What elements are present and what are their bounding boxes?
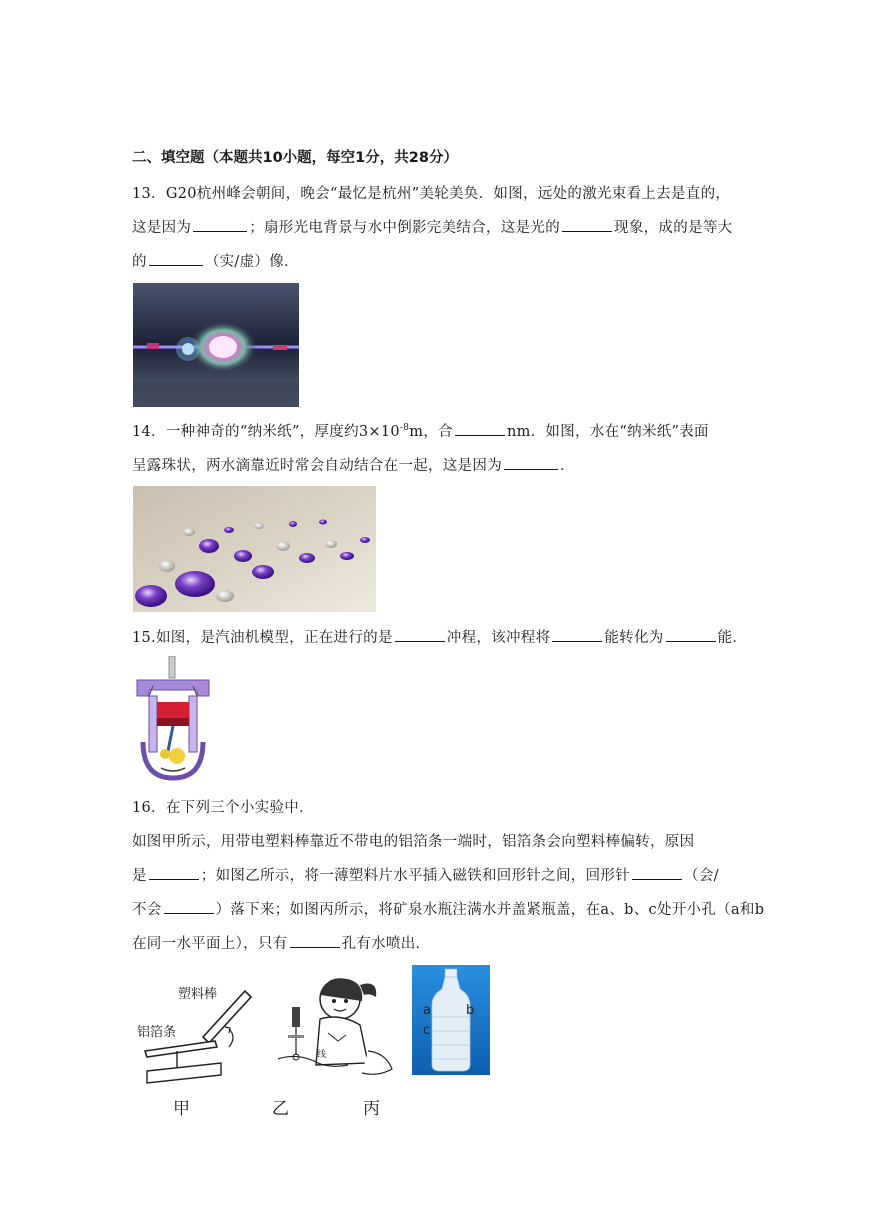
- answer-blank[interactable]: [552, 640, 602, 642]
- section-heading: 二、填空题（本题共10小题，每空1分，共28分）: [132, 150, 458, 166]
- hole-c-label: c: [423, 1023, 431, 1038]
- q13-line-1: 13．G20杭州峰会朝间，晚会“最忆是杭州”美轮美奂．如图，远处的激光束看上去是直的，: [132, 186, 731, 202]
- answer-blank[interactable]: [164, 912, 214, 914]
- q15-line: 15.如图，是汽油机模型，正在进行的是 冲程，该冲程将 能转化为 能．: [132, 630, 748, 646]
- answer-blank[interactable]: [290, 946, 340, 948]
- answer-blank[interactable]: [193, 230, 247, 232]
- laser-show-photo: [133, 283, 299, 407]
- caption-jia: 甲: [173, 1099, 190, 1119]
- answer-blank[interactable]: [395, 640, 445, 642]
- q16-line-2: 如图甲所示，用带电塑料棒靠近不带电的铝箔条一端时，铝箔条会向塑料棒偏转，原因: [132, 834, 695, 850]
- q16-line-1: 16．在下列三个小实验中．: [132, 800, 314, 816]
- figure-yi-magnet-girl: [268, 973, 398, 1085]
- gasoline-engine-diagram: [133, 656, 213, 782]
- figure-bing-water-bottle: [412, 965, 490, 1075]
- answer-blank[interactable]: [632, 878, 682, 880]
- answer-blank[interactable]: [149, 264, 203, 266]
- q13-line-2: 这是因为 ；扇形光电背景与水中倒影完美结合，这是光的 现象，成的是等大: [132, 220, 733, 236]
- thread-label: 线: [317, 1050, 327, 1060]
- hole-a-label: a: [423, 1003, 431, 1018]
- answer-blank[interactable]: [455, 434, 505, 436]
- answer-blank[interactable]: [666, 640, 716, 642]
- caption-bing: 丙: [363, 1099, 380, 1119]
- water-droplets-photo: [133, 486, 376, 612]
- hole-b-label: b: [466, 1003, 475, 1018]
- answer-blank[interactable]: [504, 468, 558, 470]
- foil-label: 铝箔条: [137, 1025, 177, 1040]
- q13-line-3: 的 （实/虚）像．: [132, 254, 299, 270]
- q14-line-2: 呈露珠状，两水滴靠近时常会自动结合在一起，这是因为 ．: [132, 458, 575, 474]
- rod-label: 塑料棒: [178, 987, 218, 1002]
- q14-line-1: 14．一种神奇的“纳米纸”，厚度约$3\times 10^{-8}m$，合 nm．如图，水在“纳米纸”表面: [132, 423, 709, 440]
- q16-line-5: 在同一水平面上），只有 孔有水喷出．: [132, 936, 431, 952]
- answer-blank[interactable]: [149, 878, 199, 880]
- q16-line-3: 是 ；如图乙所示，将一薄塑料片水平插入磁铁和回形针之间，回形针 （会/: [132, 868, 719, 884]
- caption-yi: 乙: [272, 1099, 289, 1119]
- q16-line-4: 不会 ）落下来；如图丙所示，将矿泉水瓶注满水并盖紧瓶盖，在a、b、c处开小孔（a和b: [132, 902, 765, 918]
- answer-blank[interactable]: [562, 230, 612, 232]
